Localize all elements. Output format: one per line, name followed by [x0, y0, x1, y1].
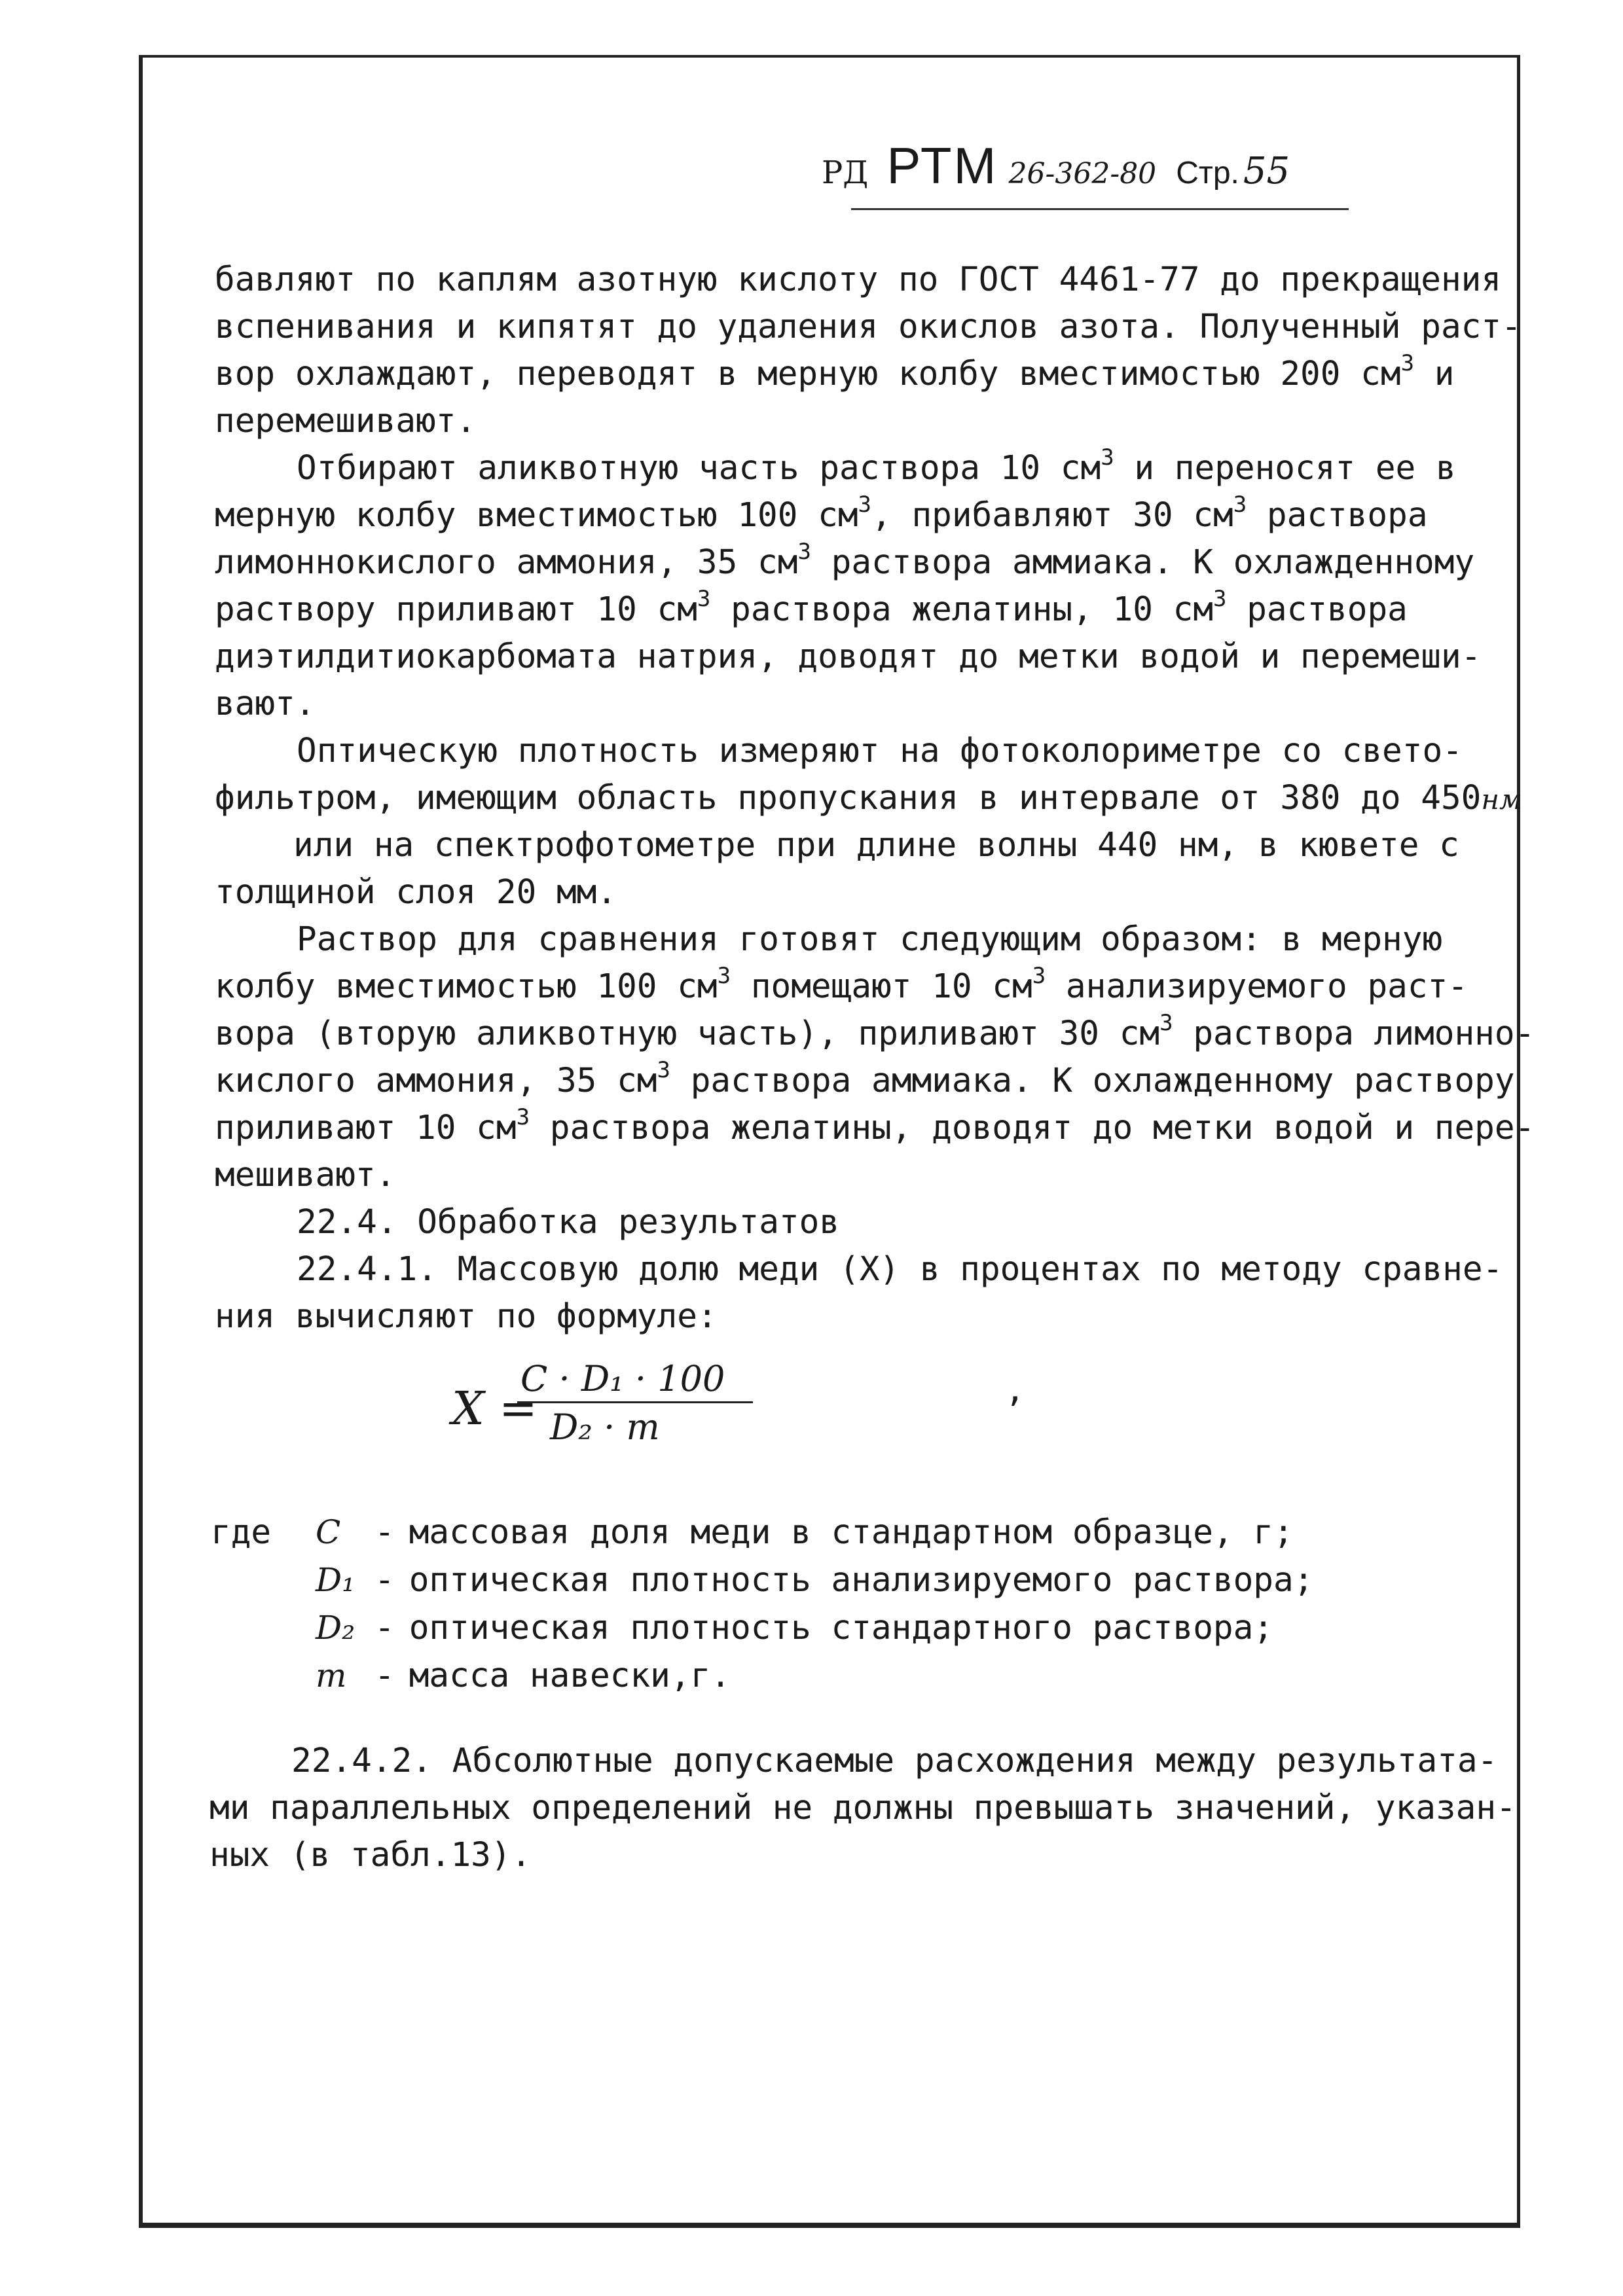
text-line: ния вычисляют по формуле: — [215, 1297, 718, 1336]
text-line: Раствор для сравнения готовят следующим образом: в мерную — [297, 920, 1443, 959]
text-line: бавляют по каплям азотную кислоту по ГОСТ 4461-77 до прекращения — [215, 260, 1502, 299]
text-line: толщиной слоя 20 мм. — [215, 873, 617, 912]
text-line: ных (в табл.13). — [210, 1836, 532, 1874]
text-line: или на спектрофотометре при длине волны 440 нм, в кювете с — [293, 826, 1459, 865]
text-line: Оптическую плотность измеряют на фотоколориметре со свето- — [297, 732, 1463, 770]
definition-dash: - — [374, 1513, 395, 1552]
text-line: ми параллельных определений не должны превышать значений, указан- — [210, 1789, 1516, 1827]
definition-symbol: C — [316, 1513, 341, 1551]
definition-row — [211, 1652, 1313, 1700]
section-heading: 22.4. Обработка результатов — [297, 1203, 840, 1242]
definition-symbol: D₁ — [316, 1561, 356, 1599]
text-line: вор охлаждают, переводят в мерную колбу вместимостью 200 $см^3$ и — [215, 350, 1455, 393]
text-line: лимоннокислого аммония, 35 $см^3$ раствора аммиака. К охлажденному — [215, 539, 1475, 582]
text-line: Отбирают аликвотную часть раствора 10 $см^3$ и переносят ее в — [297, 444, 1456, 488]
text-line: перемешивают. — [215, 402, 477, 440]
header-rule — [851, 208, 1349, 210]
text-line: вора (вторую аликвотную часть), приливают 30 $см^3$ раствора лимонно- — [215, 1010, 1535, 1053]
definition-text: массовая доля меди в стандартном образце, г; — [409, 1513, 1294, 1552]
formula — [452, 1358, 766, 1450]
header-prefix: РД — [822, 154, 869, 191]
definition-dash: - — [374, 1657, 395, 1695]
formula-numerator: C · D₁ · 100 — [520, 1358, 725, 1399]
text-line: раствору приливают 10 $см^3$ раствора желатины, 10 $см^3$ раствора — [215, 586, 1408, 629]
formula-comma: , — [1005, 1371, 1025, 1410]
definition-row — [211, 1604, 1313, 1652]
text-line: фильтром, имеющим область пропускания в интервале от 380 до 450нм — [215, 779, 1522, 817]
header-doc-code: РТМ — [886, 137, 998, 194]
body-text — [215, 257, 1535, 1340]
formula-denominator: D₂ · m — [550, 1407, 660, 1448]
text-line: мешивают. — [215, 1156, 396, 1194]
paragraph-22-4-2 — [210, 1738, 1516, 1879]
formula-lhs: X = — [452, 1382, 538, 1435]
definition-dash: - — [374, 1561, 395, 1600]
variable-definitions — [211, 1509, 1313, 1700]
header-doc-number: 26-362-80 — [1008, 157, 1157, 190]
page-header — [822, 136, 1290, 202]
text-line: диэтилдитиокарбомата натрия, доводят до метки водой и перемеши- — [215, 637, 1482, 676]
text-line: вают. — [215, 685, 316, 723]
text-line: колбу вместимостью 100 $см^3$ помещают 10 $см^3$ анализируемого раст- — [215, 963, 1468, 1006]
definition-row — [211, 1509, 1313, 1556]
header-page-label: Стр. — [1176, 156, 1239, 190]
definition-text: масса навески,г. — [409, 1657, 731, 1695]
definition-row — [211, 1556, 1313, 1604]
formula-fraction-bar — [517, 1401, 753, 1403]
definition-text: оптическая плотность анализируемого раствора; — [409, 1561, 1314, 1600]
definition-lead: где — [211, 1513, 272, 1552]
definition-symbol: D₂ — [316, 1609, 356, 1647]
definition-symbol: m — [316, 1657, 347, 1695]
header-page-number: 55 — [1243, 150, 1290, 192]
text-line: мерную колбу вместимостью 100 $см^3$, прибавляют 30 $см^3$ раствора — [215, 492, 1428, 535]
text-line: вспенивания и кипятят до удаления окислов азота. Полученный раст- — [215, 308, 1522, 346]
definition-dash: - — [374, 1609, 395, 1647]
text-line: приливают 10 $см^3$ раствора желатины, доводят до метки водой и пере- — [215, 1104, 1535, 1147]
text-line: кислого аммония, 35 $см^3$ раствора аммиака. К охлажденному раствору — [215, 1057, 1515, 1100]
text-line: 22.4.2. Абсолютные допускаемые расхождения между результата- — [291, 1742, 1498, 1780]
text-line: 22.4.1. Массовую долю меди (X) в процентах по методу сравне- — [297, 1250, 1503, 1289]
definition-text: оптическая плотность стандартного раствора; — [409, 1609, 1274, 1647]
